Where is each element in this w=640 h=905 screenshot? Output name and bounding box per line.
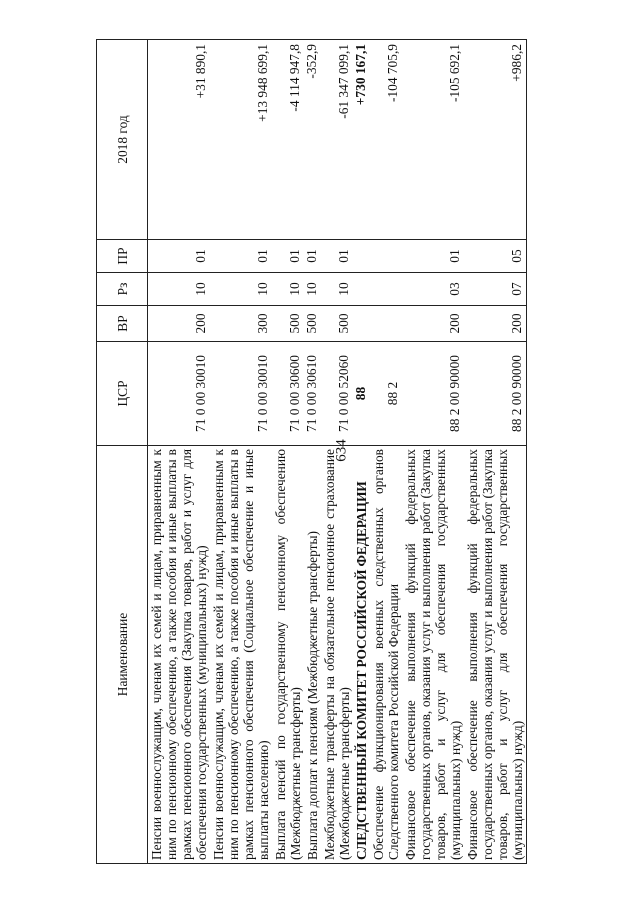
row-vr: 500 xyxy=(304,306,321,342)
row-name: Финансовое обеспечение выполнения функций федеральных государственных органов, оказания услуг и выполнения работ (Закупка товаров, работ и услуг для обеспечения государственных (муниципальных) нужд) xyxy=(464,446,527,864)
page-number: 634 xyxy=(333,439,350,462)
table-header-row xyxy=(97,40,148,864)
row-pr: 01 xyxy=(402,240,464,273)
row-amount: +31 890,1 xyxy=(148,40,211,240)
row-csr: 88 xyxy=(353,342,370,446)
budget-table xyxy=(96,39,527,864)
row-csr: 71 0 00 30610 xyxy=(304,342,321,446)
row-vr: 300 xyxy=(210,306,272,342)
header-vr: ВР xyxy=(97,306,148,342)
row-vr: 200 xyxy=(464,306,527,342)
row-rz: 10 xyxy=(210,273,272,306)
row-rz: 10 xyxy=(321,273,353,306)
header-name: Наименование xyxy=(97,446,148,864)
row-vr: 200 xyxy=(402,306,464,342)
row-rz xyxy=(370,273,402,306)
row-vr: 500 xyxy=(272,306,304,342)
row-amount: -105 692,1 xyxy=(402,40,464,240)
row-rz xyxy=(353,273,370,306)
row-csr: 88 2 00 90000 xyxy=(402,342,464,446)
row-name: Обеспечение функционирования военных следственных органов Следственного комитета Российской Федерации xyxy=(370,446,402,864)
row-amount: +730 167,1 xyxy=(353,40,370,240)
row-pr xyxy=(353,240,370,273)
row-rz: 10 xyxy=(272,273,304,306)
row-name: Межбюджетные трансферты на обязательное пенсионное страхование (Межбюджетные трансферты) xyxy=(321,446,353,864)
row-csr: 71 0 00 52060 xyxy=(321,342,353,446)
row-csr: 88 2 xyxy=(370,342,402,446)
row-pr: 01 xyxy=(272,240,304,273)
row-rz: 10 xyxy=(148,273,211,306)
row-name: СЛЕДСТВЕННЫЙ КОМИТЕТ РОССИЙСКОЙ ФЕДЕРАЦИИ xyxy=(353,446,370,864)
header-csr: ЦСР xyxy=(97,342,148,446)
row-pr: 01 xyxy=(321,240,353,273)
row-amount: -4 114 947,8 xyxy=(272,40,304,240)
row-name: Пенсии военнослужащим, членам их семей и лицам, приравненным к ним по пенсионному обеспечению, а также пособия и иные выплаты в рамках пенсионного обеспечения (Социальное обеспечение и иные выплаты населению) xyxy=(210,446,272,864)
row-name: Финансовое обеспечение выполнения функций федеральных государственных органов, оказания услуг и выполнения работ (Закупка товаров, работ и услуг для обеспечения государственных (муниципальных) нужд) xyxy=(402,446,464,864)
table-row xyxy=(148,40,211,864)
row-amount: -104 705,9 xyxy=(370,40,402,240)
table-row xyxy=(464,40,527,864)
row-vr xyxy=(353,306,370,342)
table-row xyxy=(370,40,402,864)
row-amount: -61 347 099,1 xyxy=(321,40,353,240)
table-row xyxy=(304,40,321,864)
header-rz: Рз xyxy=(97,273,148,306)
row-csr: 88 2 00 90000 xyxy=(464,342,527,446)
row-name: Пенсии военнослужащим, членам их семей и лицам, приравненным к ним по пенсионному обеспечению, а также пособия и иные выплаты в рамках пенсионного обеспечения (Закупка товаров, работ и услуг для обеспечения государственных (муниципальных) нужд) xyxy=(148,446,211,864)
row-rz: 07 xyxy=(464,273,527,306)
row-vr: 500 xyxy=(321,306,353,342)
row-vr: 200 xyxy=(148,306,211,342)
row-pr: 01 xyxy=(148,240,211,273)
row-csr: 71 0 00 30010 xyxy=(148,342,211,446)
row-amount: +986,2 xyxy=(464,40,527,240)
table-row xyxy=(272,40,304,864)
row-name: Выплата доплат к пенсиям (Межбюджетные трансферты) xyxy=(304,446,321,864)
row-pr xyxy=(370,240,402,273)
row-csr: 71 0 00 30010 xyxy=(210,342,272,446)
row-vr xyxy=(370,306,402,342)
row-amount: +13 948 699,1 xyxy=(210,40,272,240)
header-pr: ПР xyxy=(97,240,148,273)
header-year: 2018 год xyxy=(97,40,148,240)
rotated-page-content xyxy=(96,40,636,864)
table-row xyxy=(210,40,272,864)
row-pr: 01 xyxy=(210,240,272,273)
row-rz: 03 xyxy=(402,273,464,306)
table-row xyxy=(321,40,353,864)
row-amount: -352,9 xyxy=(304,40,321,240)
row-pr: 01 xyxy=(304,240,321,273)
table-row xyxy=(402,40,464,864)
row-csr: 71 0 00 30600 xyxy=(272,342,304,446)
row-rz: 10 xyxy=(304,273,321,306)
row-pr: 05 xyxy=(464,240,527,273)
row-name: Выплата пенсий по государственному пенсионному обеспечению (Межбюджетные трансферты) xyxy=(272,446,304,864)
table-row xyxy=(353,40,370,864)
